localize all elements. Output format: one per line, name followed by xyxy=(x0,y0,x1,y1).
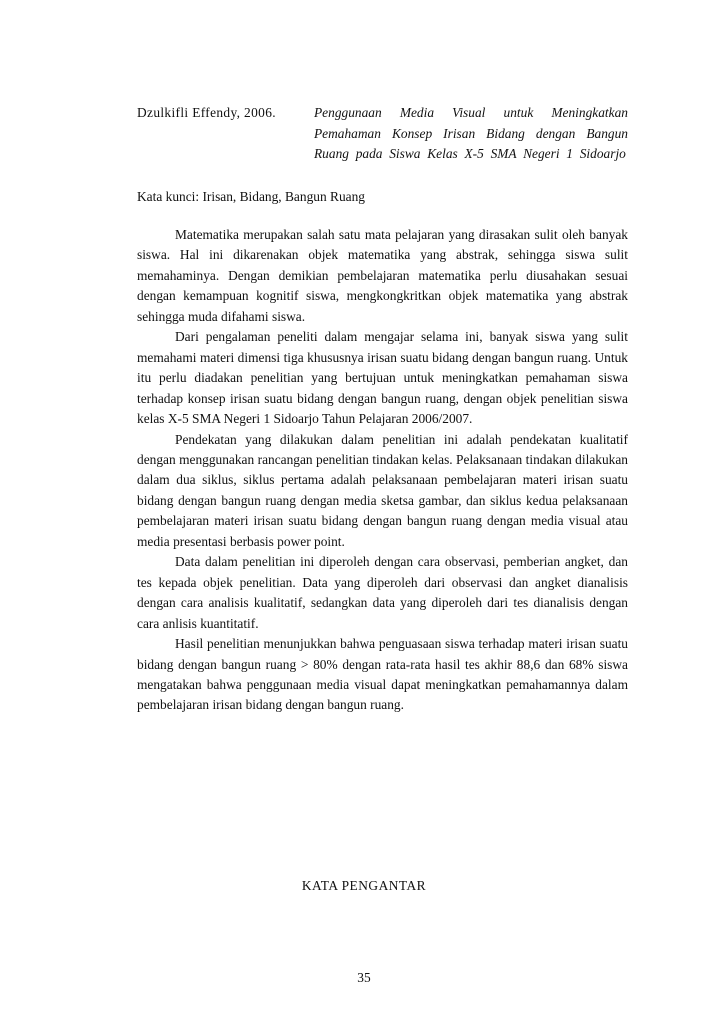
abstract-paragraph: Data dalam penelitian ini diperoleh dengan cara observasi, pemberian angket, dan tes kepada objek penelitian. Data yang diperoleh dari observasi dan angket dianalisis dengan cara analisis kualitatif, sedangkan data yang diperoleh dari tes dianalisis dengan cara anlisis kuantitatif. xyxy=(137,554,628,631)
section-heading: KATA PENGANTAR xyxy=(301,878,427,893)
keywords-line: Kata kunci: Irisan, Bidang, Bangun Ruang xyxy=(137,189,365,204)
abstract-paragraph: Dari pengalaman peneliti dalam mengajar selama ini, banyak siswa yang sulit memahami materi dimensi tiga khususnya irisan suatu bidang dengan bangun ruang. Untuk itu perlu diadakan penelitian yang bertujuan untuk meningkatkan pemahaman siswa terhadap konsep irisan suatu bidang dengan bangun ruang, dengan objek penelitian siswa kelas X-5 SMA Negeri 1 Sidoarjo Tahun Pelajaran 2006/2007. xyxy=(137,329,628,427)
abstract-body xyxy=(137,225,628,716)
abstract-paragraph: Pendekatan yang dilakukan dalam penelitian ini adalah pendekatan kualitatif dengan menggunakan rancangan penelitian tindakan kelas. Pelaksanaan tindakan dilakukan dalam dua siklus, siklus pertama adalah pelaksanaan pembelajaran materi irisan suatu bidang dengan bangun ruang dengan media sketsa gambar, dan siklus kedua pelaksanaan pembelajaran materi irisan suatu bidang dengan bangun ruang dengan media visual atau media presentasi berbasis power point. xyxy=(137,431,628,549)
citation-title: Penggunaan Media Visual untuk Meningkatkan Pemahaman Konsep Irisan Bidang dengan Bangun Ruang pada Siswa Kelas X-5 SMA Negeri 1 Sidoarjo xyxy=(314,105,628,162)
abstract-paragraph: Matematika merupakan salah satu mata pelajaran yang dirasakan sulit oleh banyak siswa. Hal ini dikarenakan objek matematika yang abstrak, sehingga siswa sulit memahaminya. Dengan demikian pembelajaran matematika perlu diusahakan sesuai dengan kemampuan kognitif siswa, mengkongkritkan objek matematika yang abstrak sehingga muda difahami siswa. xyxy=(137,227,628,324)
abstract-paragraph: Hasil penelitian menunjukkan bahwa penguasaan siswa terhadap materi irisan suatu bidang dengan bangun ruang > 80% dengan rata-rata hasil tes akhir 88,6 dan 68% siswa mengatakan bahwa penggunaan media visual dapat meningkatkan pemahamannya dalam pembelajaran irisan bidang dengan bangun ruang. xyxy=(137,636,628,713)
citation-block xyxy=(137,103,628,165)
citation-author-year: Dzulkifli Effendy, 2006. xyxy=(137,105,276,120)
page-number: 35 xyxy=(357,970,371,985)
